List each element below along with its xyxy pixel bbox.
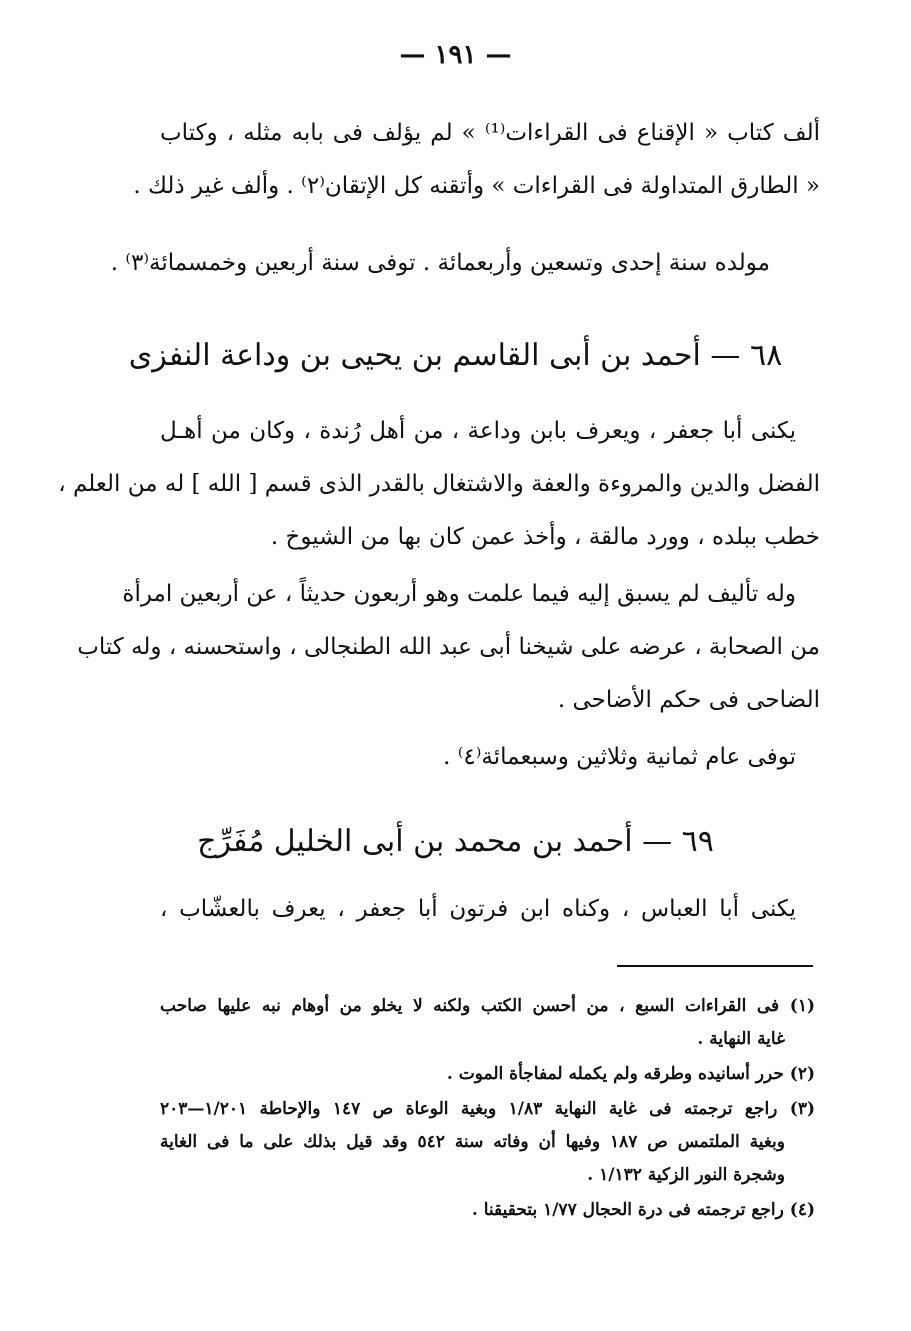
- text-line: مولده سنة إحدى وتسعين وأربعمائة . توفى سنة أربعين وخمسمائة⁽٣⁾ .: [110, 250, 770, 276]
- page-number: — ١٩١ —: [399, 40, 512, 70]
- text-line: من الصحابة ، عرضه على شيخنا أبى عبد الله الطنجالى ، واستحسنه ، وله كتاب: [77, 634, 820, 660]
- footnote-line: غاية النهاية .: [697, 1029, 785, 1049]
- intro-death-line: [110, 250, 770, 276]
- footnote-separator: [617, 965, 813, 967]
- intro-paragraph: [133, 120, 821, 242]
- footnote-line: وبغية الملتمس ص ١٨٧ وفيها أن وفاته سنة ٥٤٢ وقد قيل بذلك على ما فى الغاية: [160, 1132, 786, 1152]
- text-line: خطب ببلده ، وورد مالقة ، وأخذ عمن كان بها من الشيوخ .: [270, 524, 820, 550]
- footnote-line: (٤) راجع ترجمته فى درة الحجال ١/٧٧ بتحقيقنا .: [471, 1200, 815, 1220]
- footnotes: [160, 998, 815, 1219]
- footnote-line: (١) فى القراءات السبع ، من أحسن الكتب ولكنه لا يخلو من أوهام نبه عليها صاحب: [160, 996, 815, 1016]
- entry-68-heading: ٦٨ — أحمد بن أبى القاسم بن يحيى بن وداعة النفزى: [128, 338, 783, 373]
- entry-69-body: [160, 898, 820, 921]
- footnote-line: (٣) راجع ترجمته فى غاية النهاية ١/٨٣ وبغية الوعاة ص ١٤٧ والإحاطة ١/٢٠١—٢٠٣: [160, 1099, 815, 1119]
- text-line: يكنى أبا جعفر ، ويعرف بابن وداعة ، من أهل رُندة ، وكان من أهـل: [160, 418, 796, 444]
- entry-68-body: [58, 418, 820, 770]
- text-line: الضاحى فى حكم الأضاحى .: [557, 687, 820, 713]
- text-line: وله تأليف لم يسبق إليه فيما علمت وهو أربعون حديثاً ، عن أربعين امرأة: [122, 581, 796, 607]
- footnote-line: (٢) حرر أسانيده وطرقه ولم يكمله لمفاجأة الموت .: [446, 1064, 815, 1084]
- text-line: ألف كتاب « الإقناع فى القراءات⁽¹⁾ » لم يؤلف فى بابه مثله ، وكتاب: [160, 120, 821, 146]
- text-line: يكنى أبا العباس ، وكناه ابن فرتون أبا جعفر ، يعرف بالعشّاب ،: [160, 896, 796, 922]
- entry-69-heading: ٦٩ — أحمد بن محمد بن أبى الخليل مُفَرِّج: [197, 824, 714, 859]
- footnote-line: وشجرة النور الزكية ١/١٣٢ .: [587, 1165, 785, 1185]
- text-line: توفى عام ثمانية وثلاثين وسبعمائة⁽٤⁾ .: [443, 744, 796, 770]
- text-line: الفضل والدين والمروءة والعفة والاشتغال بالقدر الذى قسم [ الله ] له من العلم ،: [58, 471, 820, 497]
- text-line: « الطارق المتداولة فى القراءات » وأتقنه كل الإتقان⁽٢⁾ . وألف غير ذلك .: [133, 173, 820, 199]
